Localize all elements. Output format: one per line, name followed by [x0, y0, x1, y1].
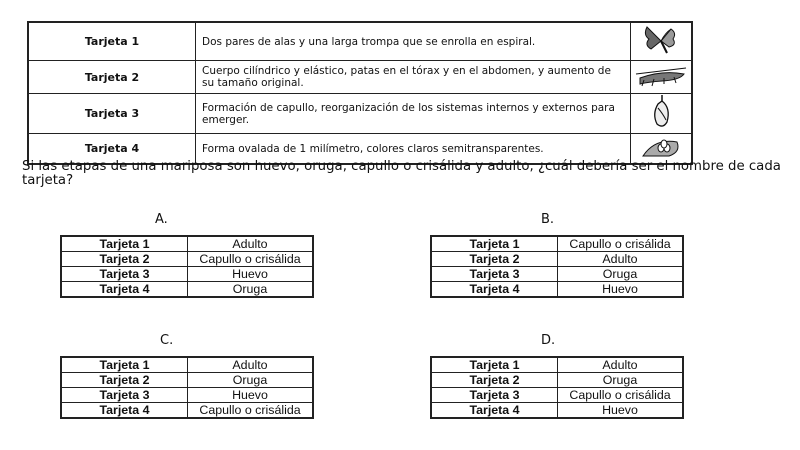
card-label: Tarjeta 4: [28, 134, 196, 165]
question-text: Si las etapas de una mariposa son huevo, oruga, capullo o crisálida y adulto, ¿cuál debería ser el nombre de cada tarjeta?: [22, 159, 781, 188]
option-key: Tarjeta 4: [431, 282, 558, 298]
option-key: Tarjeta 4: [61, 282, 188, 298]
option-key: Tarjeta 3: [61, 388, 188, 403]
option-c-label: C.: [160, 333, 174, 348]
option-value: Adulto: [558, 357, 684, 373]
option-value: Capullo o crisálida: [558, 236, 684, 252]
card-row: [28, 61, 692, 94]
butterfly-icon: [631, 22, 693, 61]
card-label: Tarjeta 3: [28, 94, 196, 134]
table-row: [61, 282, 313, 298]
table-row: [61, 403, 313, 419]
option-value: Huevo: [558, 403, 684, 419]
option-value: Adulto: [188, 357, 314, 373]
card-label: Tarjeta 1: [28, 22, 196, 61]
table-row: [61, 236, 313, 252]
card-description: Formación de capullo, reorganización de los sistemas internos y externos para emerger.: [196, 94, 631, 134]
option-key: Tarjeta 1: [431, 236, 558, 252]
chrysalis-icon: [631, 94, 693, 134]
table-row: [431, 403, 683, 419]
card-description: Dos pares de alas y una larga trompa que se enrolla en espiral.: [196, 22, 631, 61]
option-key: Tarjeta 3: [61, 267, 188, 282]
table-row: [61, 357, 313, 373]
option-key: Tarjeta 2: [431, 373, 558, 388]
option-key: Tarjeta 1: [431, 357, 558, 373]
option-value: Adulto: [558, 252, 684, 267]
table-row: [61, 252, 313, 267]
option-value: Capullo o crisálida: [188, 403, 314, 419]
option-c-table: [60, 356, 314, 419]
card-description: Cuerpo cilíndrico y elástico, patas en el tórax y en el abdomen, y aumento de su tamaño original.: [196, 61, 631, 94]
option-value: Capullo o crisálida: [558, 388, 684, 403]
table-row: [61, 388, 313, 403]
cards-table: [27, 21, 693, 165]
option-b-table: [430, 235, 684, 298]
table-row: [431, 373, 683, 388]
option-key: Tarjeta 2: [61, 373, 188, 388]
card-label: Tarjeta 2: [28, 61, 196, 94]
card-description: Forma ovalada de 1 milímetro, colores claros semitransparentes.: [196, 134, 631, 165]
option-value: Oruga: [188, 373, 314, 388]
table-row: [431, 357, 683, 373]
option-value: Oruga: [558, 267, 684, 282]
caterpillar-icon: [631, 61, 693, 94]
option-key: Tarjeta 3: [431, 388, 558, 403]
option-a-table: [60, 235, 314, 298]
option-b-label: B.: [541, 212, 555, 227]
option-key: Tarjeta 3: [431, 267, 558, 282]
table-row: [431, 388, 683, 403]
table-row: [431, 236, 683, 252]
option-value: Capullo o crisálida: [188, 252, 314, 267]
table-row: [61, 373, 313, 388]
option-key: Tarjeta 2: [61, 252, 188, 267]
option-value: Huevo: [188, 388, 314, 403]
option-value: Oruga: [188, 282, 314, 298]
card-row: [28, 94, 692, 134]
table-row: [431, 282, 683, 298]
card-row: [28, 22, 692, 61]
option-value: Huevo: [188, 267, 314, 282]
option-key: Tarjeta 2: [431, 252, 558, 267]
option-key: Tarjeta 1: [61, 236, 188, 252]
option-value: Oruga: [558, 373, 684, 388]
option-value: Adulto: [188, 236, 314, 252]
option-a-label: A.: [155, 212, 168, 227]
option-d-label: D.: [541, 333, 556, 348]
option-key: Tarjeta 4: [431, 403, 558, 419]
table-row: [431, 252, 683, 267]
option-d-table: [430, 356, 684, 419]
option-value: Huevo: [558, 282, 684, 298]
option-key: Tarjeta 4: [61, 403, 188, 419]
table-row: [61, 267, 313, 282]
cropped-text-fragment: [180, 0, 420, 4]
table-row: [431, 267, 683, 282]
option-key: Tarjeta 1: [61, 357, 188, 373]
